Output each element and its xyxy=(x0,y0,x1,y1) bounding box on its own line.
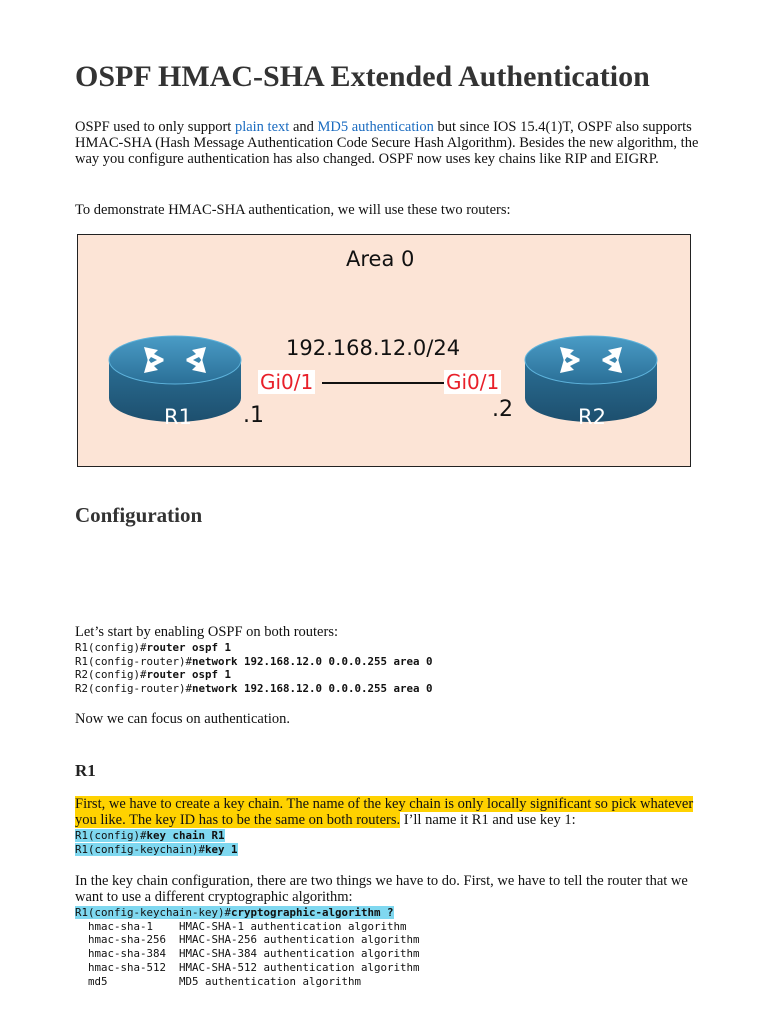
keychain-paragraph xyxy=(75,796,705,828)
demo-paragraph: To demonstrate HMAC-SHA authentication, we will use these two routers: xyxy=(75,202,511,218)
code-line: hmac-sha-1 HMAC-SHA-1 authentication algorithm xyxy=(75,919,407,933)
code-line: md5 MD5 authentication algorithm xyxy=(75,974,362,988)
code-line: hmac-sha-256 HMAC-SHA-256 authentication algorithm xyxy=(75,933,420,947)
router-r2-label: R2 xyxy=(578,405,606,429)
area-label: Area 0 xyxy=(346,247,415,271)
network-diagram xyxy=(77,234,691,467)
code-line: R1(config-keychain-key)#cryptographic-algorithm ? xyxy=(75,906,394,919)
plain-text-link[interactable]: plain text xyxy=(234,119,290,135)
code-line: R1(config)#router ospf 1 xyxy=(75,641,232,654)
r2-interface-label: Gi0/1 xyxy=(446,370,500,394)
crypto-code xyxy=(75,906,420,988)
r1-heading: R1 xyxy=(75,761,96,780)
page-title: OSPF HMAC-SHA Extended Authentication xyxy=(75,60,650,93)
code-line: hmac-sha-384 HMAC-SHA-384 authentication algorithm xyxy=(75,947,420,961)
configuration-heading: Configuration xyxy=(75,503,203,527)
r1-host-label: .1 xyxy=(243,403,264,428)
highlighted-text: First, we have to create a key chain. The name of the key chain is only locally significant so pick whatever you like. The key ID has to be the same on both routers. xyxy=(75,796,694,828)
code-line: R1(config-router)#network 192.168.12.0 0.0.0.255 area 0 xyxy=(75,654,433,668)
keychain-text-rest: I’ll name it R1 and use key 1: xyxy=(400,812,576,828)
r1-interface-label: Gi0/1 xyxy=(260,370,314,394)
code-line: R1(config)#key chain R1 xyxy=(75,829,225,842)
router-r1-label: R1 xyxy=(164,405,192,429)
intro-text-3: but since IOS 15.4(1)T, OSPF also supports HMAC-SHA (Hash Message Authentication Code Secure Hash Algorithm). Besides the new algorithm, the way you configure authentication has also changed. OSPF now uses key chains like RIP and EIGRP. xyxy=(75,119,699,167)
keychain-code xyxy=(75,829,238,856)
code-line: R1(config-keychain)#key 1 xyxy=(75,842,238,856)
intro-text-2: and xyxy=(289,119,318,135)
focus-paragraph: Now we can focus on authentication. xyxy=(75,711,291,727)
code-line: R2(config-router)#network 192.168.12.0 0.0.0.255 area 0 xyxy=(75,682,433,696)
enable-ospf-paragraph: Let’s start by enabling OSPF on both routers: xyxy=(75,624,338,640)
topology-svg xyxy=(78,235,692,468)
code-line: R2(config)#router ospf 1 xyxy=(75,668,232,682)
code-line: hmac-sha-512 HMAC-SHA-512 authentication algorithm xyxy=(75,960,420,974)
crypto-paragraph: In the key chain configuration, there are two things we have to do. First, we have to tell the router that we want to use a different cryptographic algorithm: xyxy=(75,873,688,905)
md5-authentication-link[interactable]: MD5 authentication xyxy=(317,119,434,135)
intro-text-1: OSPF used to only support xyxy=(75,119,235,135)
intro-paragraph xyxy=(75,119,705,167)
ospf-config-code xyxy=(75,641,433,696)
network-label: 192.168.12.0/24 xyxy=(286,336,461,360)
r2-host-label: .2 xyxy=(492,397,513,422)
